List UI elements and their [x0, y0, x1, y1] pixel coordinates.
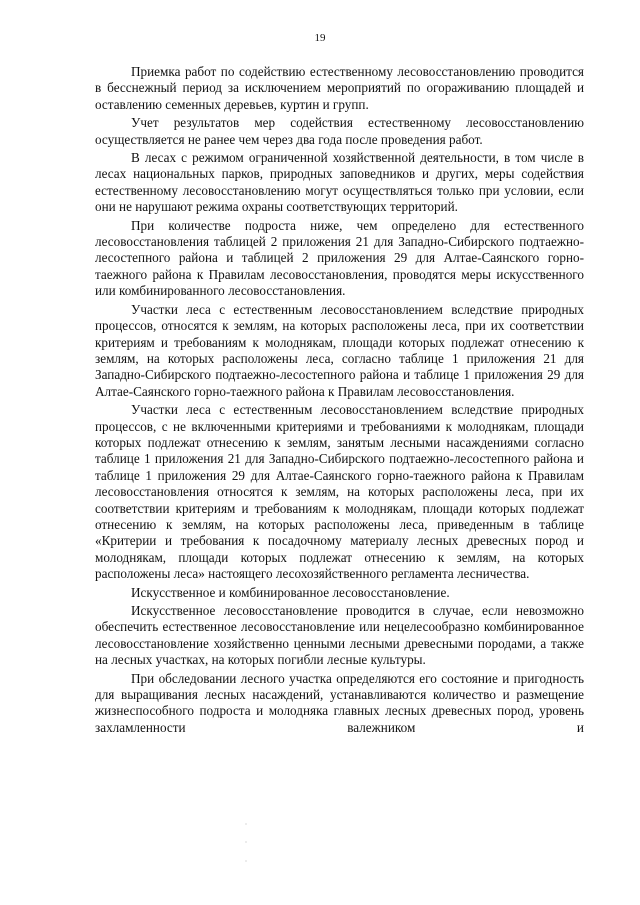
page-number: 19 — [314, 32, 326, 44]
scan-speck — [246, 861, 247, 862]
paragraph-restricted-forests: В лесах с режимом ограниченной хозяйственной деятельности, в том числе в лесах национальных парков, природных заповедников и других, меры содействия естественному лесовосстановлению могут осуществляться только при условии, если они не нарушают режима охраны соответствующих территорий. — [95, 150, 584, 215]
paragraph-undergrowth-shortage: При количестве подроста ниже, чем определено для естественного лесовосстановления таблицей 2 приложения 21 для Западно-Сибирского подтаежно-лесостепного района и таблицей 2 приложения 29 для Алтае-Саянского горно-таежного района к Правилам лесовосстановления, проводятся меры искусственного или комбинированного лесовосстановления. — [95, 217, 584, 299]
scan-speck — [246, 842, 247, 843]
paragraph-section-heading: Искусственное и комбинированное лесовосстановление. — [131, 584, 450, 600]
paragraph-acceptance-of-works: Приемка работ по содействию естественному лесовосстановлению проводится в бесснежный период за исключением мероприятий по огораживанию площадей и оставлению семенных деревьев, куртин и групп. — [95, 64, 584, 112]
paragraph-natural-regeneration-criteria: Участки леса с естественным лесовосстановлением вследствие природных процессов, с не включенными критериями и требованиями к молоднякам, площади которых подлежат отнесению к землям, занятым лесными насаждениями согласно таблице 1 приложения 21 для Западно-Сибирского подтаежно-лесостепного района и таблице 1 приложения 29 для Алтае-Саянского горно-таежного района к Правилам лесовосстановления относятся к землям, на которых расположены леса, при их соответствии критериям и требованиям к молоднякам, площади которых подлежат отнесению к землям, на которых расположены леса, приведенным в таблице «Критерии и требования к посадочному материалу лесных древесных пород и молоднякам, площади которых подлежат отнесению к землям, на которых расположены леса» настоящего лесохозяйственного регламента лесничества. — [95, 402, 584, 582]
scan-speck — [246, 824, 247, 825]
paragraph-results-accounting: Учет результатов мер содействия естественному лесовосстановлению осуществляется не ранее чем через два года после проведения работ. — [95, 115, 584, 147]
paragraph-artificial-regeneration: Искусственное лесовосстановление проводится в случае, если невозможно обеспечить естественное лесовосстановление или нецелесообразно комбинированное лесовосстановление хозяйственно ценными лесными древесными породами, а также на лесных участках, на которых погибли лесные культуры. — [95, 603, 584, 668]
document-body — [95, 64, 584, 736]
scan-specks — [245, 820, 247, 880]
paragraph-site-survey: При обследовании лесного участка определяются его состояние и пригодность для выращивания лесных насаждений, устанавливаются количество и размещение жизнеспособного подроста и молодняка главных лесных древесных пород, уровень захламленности валежником и — [95, 670, 584, 735]
paragraph-natural-regeneration-lands: Участки леса с естественным лесовосстановлением вследствие природных процессов, относятся к землям, на которых расположены леса, при их соответствии критериям и требованиям к молоднякам, площади которых подлежат отнесению к землям, на которых расположены леса, согласно таблице 1 приложения 21 для Западно-Сибирского подтаежно-лесостепного района и таблице 1 приложения 29 для Алтае-Саянского горно-таежного района к Правилам лесовосстановления. — [95, 301, 584, 399]
